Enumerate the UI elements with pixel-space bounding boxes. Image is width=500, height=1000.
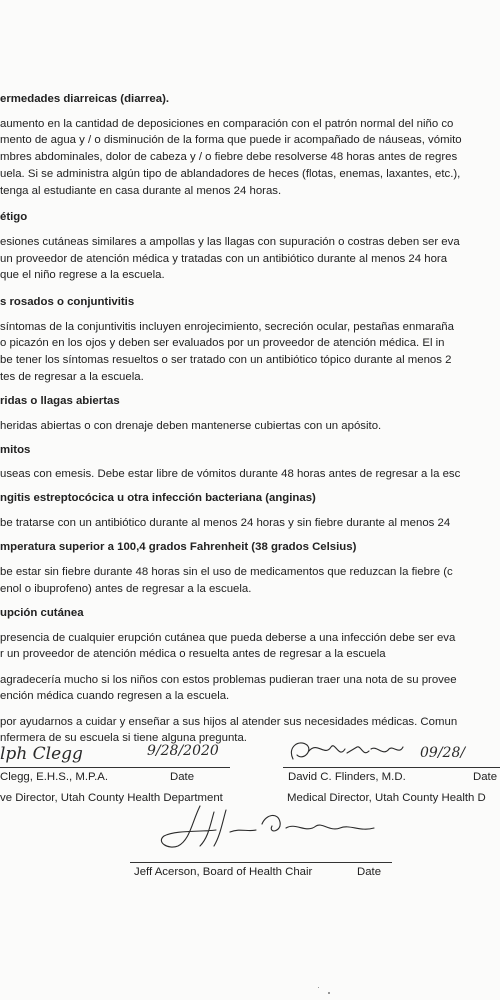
- signer-name-right: David C. Flinders, M.D.: [288, 771, 406, 783]
- signer-name-left: Clegg, E.H.S., M.P.A.: [0, 771, 109, 783]
- closing-line: agradecería mucho si los niños con estos problemas pudieran traer una nota de su provee: [0, 674, 457, 686]
- scan-speck: [318, 987, 319, 988]
- signature-line-left: [0, 767, 230, 768]
- body-line: aumento en la cantidad de deposiciones en comparación con el patrón normal del niño co: [0, 118, 454, 130]
- handwritten-date-left: 9/28/2020: [147, 743, 219, 759]
- signature-line-bottom: [130, 862, 392, 863]
- section-heading-strep: ngitis estreptocócica u otra infección bacteriana (anginas): [0, 492, 316, 504]
- body-line: que el niño regrese a la escuela.: [0, 269, 165, 281]
- signature-line-right: [283, 767, 500, 768]
- section-heading-conjunctivitis: s rosados o conjuntivitis: [0, 296, 135, 308]
- body-line: un proveedor de atención médica y tratadas con un antibiótico durante al menos 24 hora: [0, 253, 448, 265]
- section-heading-fever: mperatura superior a 100,4 grados Fahrenheit (38 grados Celsius): [0, 541, 357, 553]
- body-line: useas con emesis. Debe estar libre de vómitos durante 48 horas antes de regresar a la esc: [0, 468, 461, 480]
- section-heading-diarrhea: ermedades diarreicas (diarrea).: [0, 93, 170, 105]
- section-heading-impetigo: étigo: [0, 211, 28, 223]
- body-line: be estar sin fiebre durante 48 horas sin el uso de medicamentos que reduzcan la fiebre (c: [0, 566, 453, 578]
- signer-title-left: ve Director, Utah County Health Department: [0, 792, 223, 804]
- body-line: tes de regresar a la escuela.: [0, 371, 144, 383]
- signature-scribble-right: [285, 737, 405, 765]
- closing-line: nfermera de su escuela si tiene alguna pregunta.: [0, 732, 247, 744]
- signature-scribble-bottom: [130, 802, 380, 852]
- handwritten-date-right: 09/28/: [420, 745, 466, 761]
- body-line: heridas abiertas o con drenaje deben mantenerse cubiertas con un apósito.: [0, 420, 382, 432]
- body-line: mbres abdominales, dolor de cabeza y / o fiebre debe resolverse 48 horas antes de regres: [0, 151, 458, 163]
- date-label-left: Date: [170, 771, 195, 783]
- signer-name-bottom: Jeff Acerson, Board of Health Chair: [134, 866, 313, 878]
- body-line: síntomas de la conjuntivitis incluyen enrojecimiento, secreción ocular, pestañas enmaraña: [0, 321, 454, 333]
- section-heading-vomiting: mitos: [0, 444, 31, 456]
- date-label-bottom: Date: [357, 866, 382, 878]
- body-line: o picazón en los ojos y deben ser evaluados por un proveedor de atención médica. El in: [0, 337, 445, 349]
- handwritten-signature-left: lph Clegg: [0, 744, 83, 764]
- closing-line: por ayudarnos a cuidar y enseñar a sus hijos al atender sus necesidades médicas. Comun: [0, 716, 458, 728]
- body-line: esiones cutáneas similares a ampollas y las llagas con supuración o costras deben ser eva: [0, 236, 460, 248]
- section-heading-rash: upción cutánea: [0, 607, 84, 619]
- section-heading-open-wounds: ridas o llagas abiertas: [0, 395, 120, 407]
- body-line: uela. Si se administra algún tipo de ablandadores de heces (flotas, enemas, laxantes, etc.),: [0, 168, 461, 180]
- date-label-right: Date: [473, 771, 498, 783]
- body-line: tenga al estudiante en casa durante al menos 24 horas.: [0, 185, 282, 197]
- scan-speck: [328, 992, 330, 994]
- body-line: be tratarse con un antibiótico durante al menos 24 horas y sin fiebre durante al menos 24: [0, 517, 451, 529]
- body-line: r un proveedor de atención médica o resuelta antes de regresar a la escuela: [0, 648, 386, 660]
- body-line: presencia de cualquier erupción cutánea que pueda deberse a una infección debe ser eva: [0, 632, 456, 644]
- body-line: enol o ibuprofeno) antes de regresar a la escuela.: [0, 583, 252, 595]
- closing-line: ención médica cuando regresen a la escuela.: [0, 690, 230, 702]
- body-line: mento de agua y / o disminución de la forma que puede ir acompañado de náuseas, vómito: [0, 134, 462, 146]
- body-line: be tener los síntomas resueltos o ser tratado con un antibiótico tópico durante al menos 2: [0, 354, 452, 366]
- signer-title-right: Medical Director, Utah County Health D: [287, 792, 486, 804]
